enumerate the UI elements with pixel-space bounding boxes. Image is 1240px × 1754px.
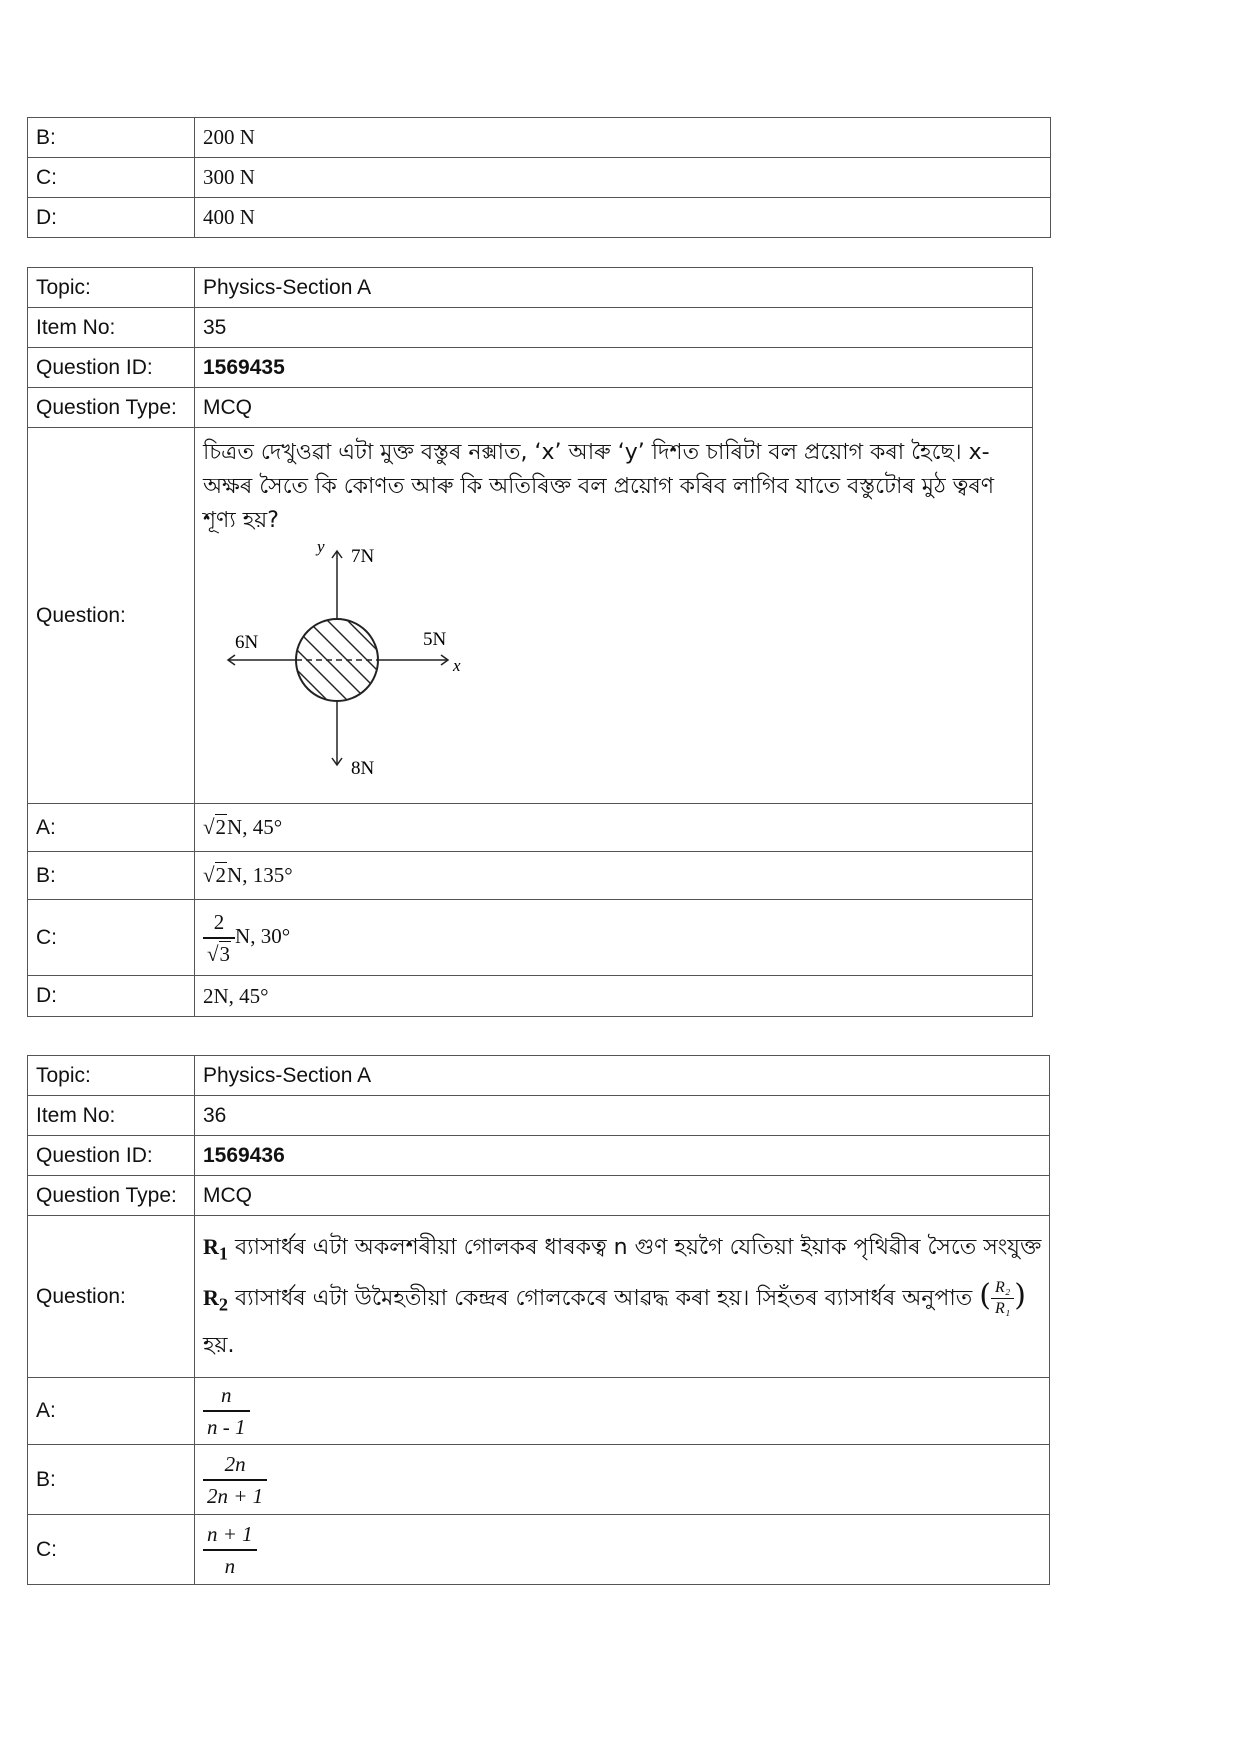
item-label: Item No: [28,1096,195,1136]
option-label: D: [28,976,195,1017]
option-row-d [28,198,1051,238]
left-force-label: 6N [235,632,259,653]
y-axis-label: y [317,538,325,556]
qtype-row [28,1176,1050,1216]
qid-value: 1569435 [195,348,1033,388]
question-table-35 [27,267,1033,1017]
x-axis-label: x [453,656,461,675]
option-row-b [28,1445,1050,1515]
question-label: Question: [28,1216,195,1378]
option-value [195,804,1033,852]
radicand: 2 [215,815,227,839]
option-rest: N, 30° [235,923,291,948]
question-part-3: হয়. [203,1332,235,1358]
fraction [203,907,235,969]
option-value: 400 N [195,198,1051,238]
question-text: চিত্রত দেখুওৱা এটা মুক্ত বস্তুৰ নক্সাত, ‘x’ আৰু ‘y’ দিশত চাৰিটা বল প্ৰয়োগ কৰা হৈছে। x-অক্ষৰ সৈতে কি কোণত আৰু কি অতিৰিক্ত বল প্ৰয়োগ কৰিব লাগিব যাতে বস্তুটোৰ মুঠ ত্বৰণ শূণ্য হয়? [203,440,995,533]
qtype-label: Question Type: [28,388,195,428]
option-label: B: [28,1445,195,1515]
question-text: $R_1$ ব্যাসাৰ্ধৰ এটা অকলশৰীয়া গোলকৰ ধাৰকত্ব n গুণ হয়গৈ যেতিয়া ইয়াক পৃথিৱীৰ সৈতে সংযুক্ত $R_2$ ব্যাসাৰ্ধৰ এটা উমৈহতীয়া কেন্দ্ৰৰ গোলকেৰে আৱদ্ধ কৰা হয়। সিহঁতৰ ব্যাসাৰ্ধৰ অনুপাত ( $\frac{\text{R₂}}{\text{R₁}}$ ) হয়. [203,1234,1042,1358]
qid-value: 1569436 [195,1136,1050,1176]
option-row-a [28,1378,1050,1445]
fraction [203,1519,257,1581]
down-force-label: 8N [351,758,375,778]
option-value [195,1378,1050,1445]
option-rest: N, 45° [227,815,283,839]
option-label: C: [28,1515,195,1585]
option-label: C: [28,158,195,198]
qtype-value: MCQ [195,388,1033,428]
denominator: n [203,1549,257,1581]
item-value: 35 [195,308,1033,348]
numerator: n [221,1383,232,1407]
option-value: 300 N [195,158,1051,198]
question-part-2: ব্যাসাৰ্ধৰ এটা উমৈহতীয়া কেন্দ্ৰৰ গোলকেৰে আৱদ্ধ কৰা হয়। সিহঁতৰ ব্যাসাৰ্ধৰ অনুপাত [228,1285,980,1311]
option-row-a [28,804,1033,852]
question-cell [195,1216,1050,1378]
item-label: Item No: [28,308,195,348]
r2-symbol: $R_2$ [203,1284,229,1314]
right-force-label: 5N [423,629,447,650]
body-hatch [235,578,425,768]
option-row-b [28,118,1051,158]
option-label: D: [28,198,195,238]
option-row-b [28,852,1033,900]
option-value [195,1445,1050,1515]
option-label: B: [28,852,195,900]
question-part-1: ব্যাসাৰ্ধৰ এটা অকলশৰীয়া গোলকৰ ধাৰকত্ব n গুণ হয়গৈ যেতিয়া ইয়াক পৃথিৱীৰ সৈতে সংযুক্ত [228,1235,1042,1261]
question-label: Question: [28,428,195,804]
option-label: C: [28,900,195,976]
denominator: 2n + 1 [203,1479,267,1511]
denominator: √3 [203,937,235,969]
topic-value: Physics-Section A [195,268,1033,308]
options-table-prev [27,117,1051,238]
radicand: 2 [215,863,227,887]
qtype-row [28,388,1033,428]
option-row-c [28,158,1051,198]
qid-row [28,1136,1050,1176]
option-value [195,900,1033,976]
option-value [195,852,1033,900]
question-table-36 [27,1055,1050,1585]
option-row-d [28,976,1033,1017]
up-force-label: 7N [351,546,375,567]
qtype-value: MCQ [195,1176,1050,1216]
radicand: 3 [219,941,231,966]
free-body-diagram [205,538,505,778]
item-row [28,308,1033,348]
sqrt-expression: √2 [203,815,227,839]
option-value: 2N, 45° [195,976,1033,1017]
topic-label: Topic: [28,1056,195,1096]
item-value: 36 [195,1096,1050,1136]
option-row-c [28,1515,1050,1585]
topic-row [28,1056,1050,1096]
fraction [203,1380,250,1442]
option-label: B: [28,118,195,158]
fraction [203,1449,267,1511]
qid-label: Question ID: [28,1136,195,1176]
question-cell [195,428,1033,804]
qid-label: Question ID: [28,348,195,388]
qtype-label: Question Type: [28,1176,195,1216]
item-row [28,1096,1050,1136]
numerator: 2 [213,909,225,934]
radius-ratio: $\frac{\text{R₂}}{\text{R₁}}$ [991,1278,1014,1319]
r1-symbol: $R_1$ [203,1234,229,1264]
question-row [28,428,1033,804]
option-value [195,1515,1050,1585]
option-row-c [28,900,1033,976]
denominator: n - 1 [203,1410,250,1442]
topic-label: Topic: [28,268,195,308]
sqrt-expression: √2 [203,863,227,887]
topic-row [28,268,1033,308]
option-rest: N, 135° [227,863,293,887]
option-label: A: [28,804,195,852]
topic-value: Physics-Section A [195,1056,1050,1096]
option-value: 200 N [195,118,1051,158]
question-row [28,1216,1050,1378]
qid-row [28,348,1033,388]
numerator: 2n [224,1451,246,1476]
option-label: A: [28,1378,195,1445]
numerator: n + 1 [207,1521,253,1546]
